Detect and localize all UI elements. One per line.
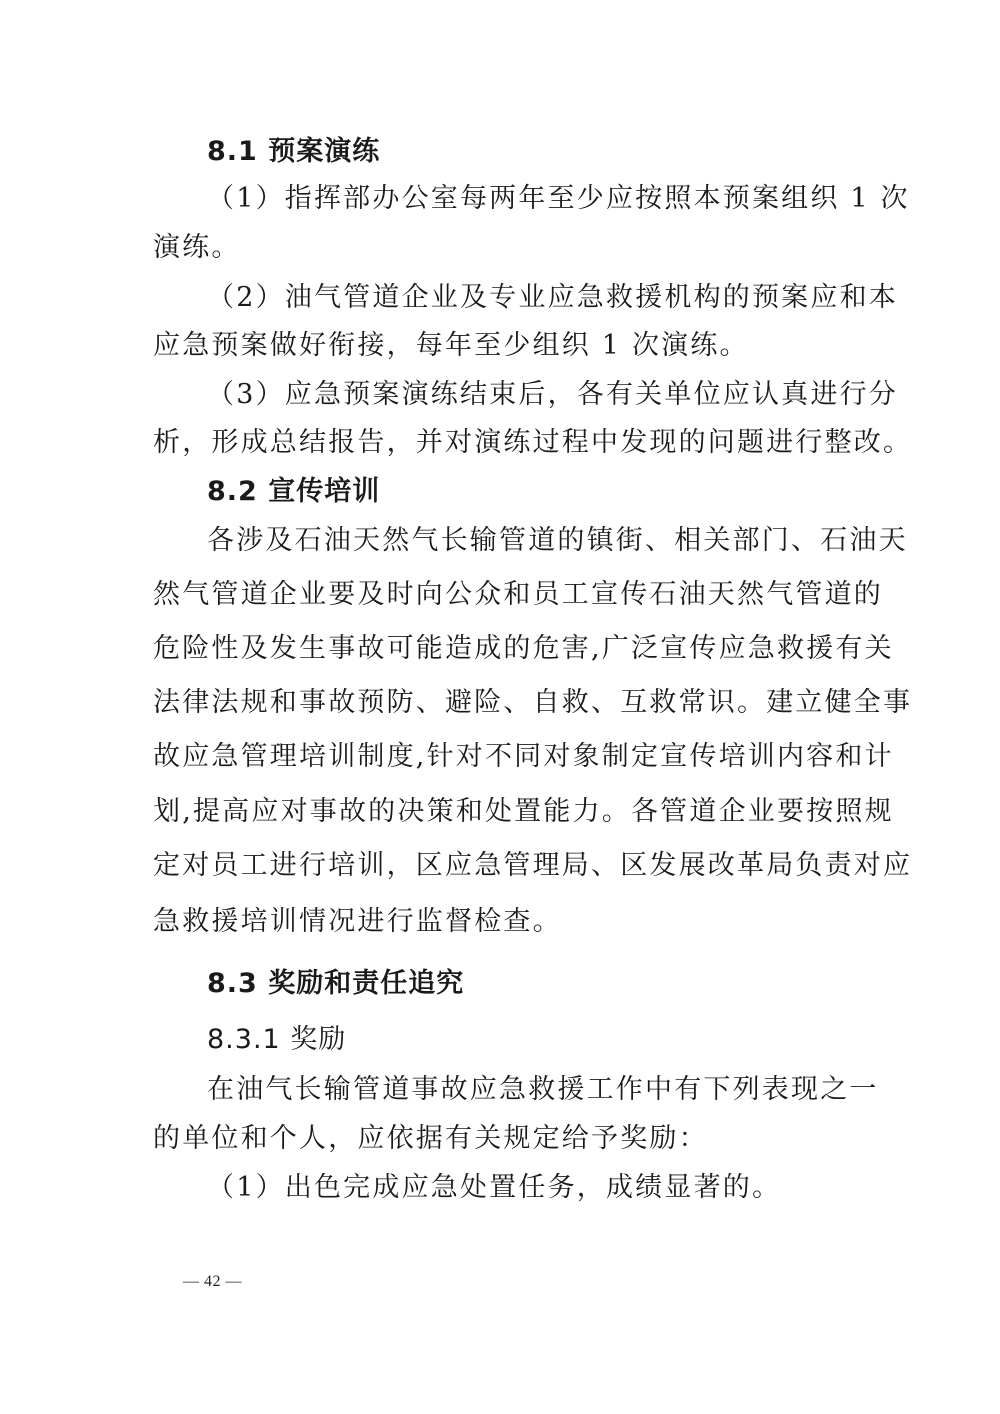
- section-heading-8-3: 8.3 奖励和责任追究: [207, 968, 465, 999]
- paragraph-line: 析，形成总结报告，并对演练过程中发现的问题进行整改。: [153, 427, 913, 458]
- paragraph-line: 故应急管理培训制度,针对不同对象制定宣传培训内容和计: [153, 741, 894, 772]
- page-number: — 42 —: [183, 1273, 242, 1290]
- paragraph-line: （2）油气管道企业及专业应急救援机构的预案应和本: [207, 282, 898, 313]
- paragraph-line: 急救援培训情况进行监督检查。: [153, 906, 562, 937]
- paragraph-line: （1）出色完成应急处置任务，成绩显著的。: [207, 1172, 782, 1203]
- section-heading-8-2: 8.2 宣传培训: [207, 476, 381, 507]
- paragraph-line: 在油气长输管道事故应急救援工作中有下列表现之一: [207, 1074, 879, 1105]
- paragraph-line: 划,提高应对事故的决策和处置能力。各管道企业要按照规: [153, 796, 894, 827]
- paragraph-line: 法律法规和事故预防、避险、自救、互救常识。建立健全事: [153, 687, 913, 718]
- section-heading-8-1: 8.1 预案演练: [207, 136, 381, 167]
- subsection-heading-8-3-1: 8.3.1 奖励: [207, 1024, 347, 1055]
- paragraph-line: 然气管道企业要及时向公众和员工宣传石油天然气管道的: [153, 579, 883, 610]
- paragraph-line: 演练。: [153, 232, 241, 263]
- paragraph-line: （1）指挥部办公室每两年至少应按照本预案组织 1 次: [207, 183, 910, 214]
- paragraph-line: 各涉及石油天然气长输管道的镇街、相关部门、石油天: [207, 525, 908, 556]
- paragraph-line: （3）应急预案演练结束后，各有关单位应认真进行分: [207, 379, 898, 410]
- paragraph-line: 的单位和个人，应依据有关规定给予奖励：: [153, 1123, 708, 1154]
- paragraph-line: 危险性及发生事故可能造成的危害,广泛宣传应急救援有关: [153, 633, 894, 664]
- paragraph-line: 应急预案做好衔接，每年至少组织 1 次演练。: [153, 330, 749, 361]
- paragraph-line: 定对员工进行培训，区应急管理局、区发展改革局负责对应: [153, 850, 913, 881]
